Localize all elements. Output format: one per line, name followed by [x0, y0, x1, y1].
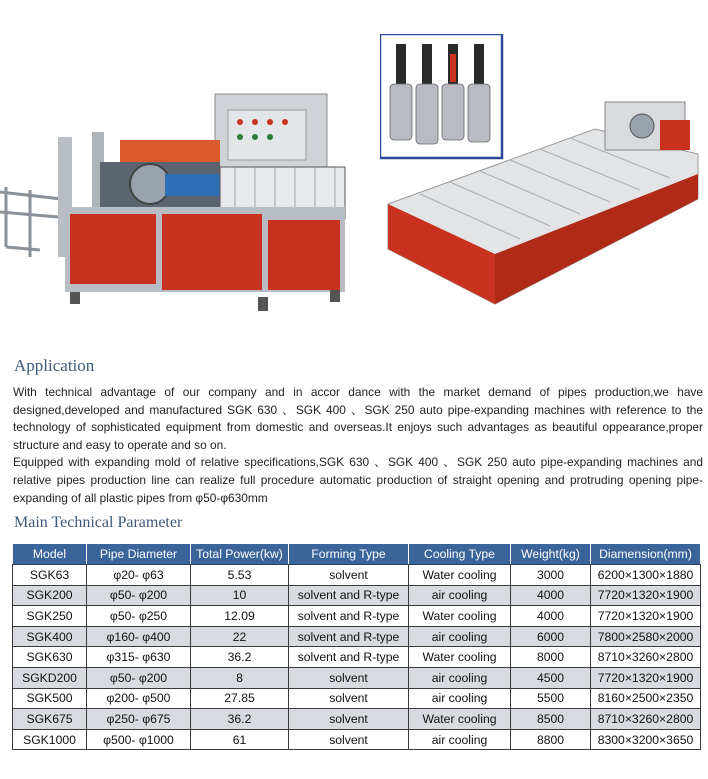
cell-pipe-diameter: φ50- φ200	[87, 585, 191, 606]
cell-weight: 4000	[511, 606, 591, 627]
cell-dimension: 7720×1320×1900	[591, 667, 701, 688]
header-pipe-diameter: Pipe Diameter	[87, 544, 191, 565]
header-dimension: Diamension(mm)	[591, 544, 701, 565]
application-paragraph-2: Equipped with expanding mold of relative specifications,SGK 630 、SGK 400 、SGK 250 auto pipe-expanding machines and relative pipes production line can realize full procedure automatic production of straight opening and protruding opening pipe-expanding of all plastic pipes from φ50-φ630mm	[13, 455, 703, 505]
cell-pipe-diameter: φ20- φ63	[87, 565, 191, 586]
cell-total-power: 8	[191, 667, 289, 688]
application-heading: Application	[14, 356, 95, 375]
application-description	[13, 384, 703, 507]
cell-total-power: 36.2	[191, 647, 289, 668]
pipe-expanding-machine-photo	[0, 92, 352, 322]
cell-cooling-type: air cooling	[409, 626, 511, 647]
cell-total-power: 36.2	[191, 709, 289, 730]
cell-dimension: 7720×1320×1900	[591, 585, 701, 606]
table-header-row	[13, 544, 701, 565]
cell-weight: 4500	[511, 667, 591, 688]
table-row	[13, 709, 701, 730]
cell-model: SGK1000	[13, 729, 87, 750]
cell-forming-type: solvent and R-type	[289, 585, 409, 606]
cell-cooling-type: air cooling	[409, 667, 511, 688]
cell-total-power: 12.09	[191, 606, 289, 627]
cell-weight: 3000	[511, 565, 591, 586]
cell-cooling-type: Water cooling	[409, 606, 511, 627]
table-row	[13, 729, 701, 750]
cell-pipe-diameter: φ200- φ500	[87, 688, 191, 709]
cell-model: SGK675	[13, 709, 87, 730]
cell-forming-type: solvent	[289, 565, 409, 586]
cell-dimension: 8160×2500×2350	[591, 688, 701, 709]
cell-model: SGK500	[13, 688, 87, 709]
cell-weight: 8000	[511, 647, 591, 668]
cell-cooling-type: air cooling	[409, 688, 511, 709]
cell-dimension: 8300×3200×3650	[591, 729, 701, 750]
auto-pipe-expanding-line-photo	[380, 34, 702, 324]
cell-pipe-diameter: φ250- φ675	[87, 709, 191, 730]
header-weight: Weight(kg)	[511, 544, 591, 565]
cell-forming-type: solvent	[289, 729, 409, 750]
cell-cooling-type: Water cooling	[409, 565, 511, 586]
header-cooling-type: Cooling Type	[409, 544, 511, 565]
cell-model: SGK200	[13, 585, 87, 606]
cell-forming-type: solvent	[289, 667, 409, 688]
cell-weight: 8800	[511, 729, 591, 750]
cell-cooling-type: air cooling	[409, 585, 511, 606]
parameter-heading: Main Technical Parameter	[14, 514, 183, 531]
table-row	[13, 565, 701, 586]
table-row	[13, 647, 701, 668]
cell-pipe-diameter: φ500- φ1000	[87, 729, 191, 750]
cell-model: SGK63	[13, 565, 87, 586]
cell-total-power: 22	[191, 626, 289, 647]
cell-pipe-diameter: φ160- φ400	[87, 626, 191, 647]
cell-pipe-diameter: φ315- φ630	[87, 647, 191, 668]
cell-forming-type: solvent and R-type	[289, 606, 409, 627]
cell-dimension: 8710×3260×2800	[591, 647, 701, 668]
table-row	[13, 626, 701, 647]
application-paragraph-1: With technical advantage of our company and in accor dance with the market demand of pipes production,we have designed,developed and manufactured SGK 630 、SGK 400 、SGK 250 auto pipe-expanding machines with reference to the technology of sophisticated equipment from domestic and overseas.It enjoys such advantages as beautiful oppearance,proper structure and easy to operate and so on.	[13, 385, 703, 452]
cell-model: SGK250	[13, 606, 87, 627]
cell-total-power: 61	[191, 729, 289, 750]
cell-cooling-type: air cooling	[409, 729, 511, 750]
cell-weight: 6000	[511, 626, 591, 647]
cell-forming-type: solvent	[289, 688, 409, 709]
cell-weight: 4000	[511, 585, 591, 606]
cell-model: SGK400	[13, 626, 87, 647]
cell-total-power: 5.53	[191, 565, 289, 586]
cell-forming-type: solvent	[289, 709, 409, 730]
cell-pipe-diameter: φ50- φ250	[87, 606, 191, 627]
header-forming-type: Forming Type	[289, 544, 409, 565]
cell-total-power: 10	[191, 585, 289, 606]
header-total-power: Total Power(kw)	[191, 544, 289, 565]
cell-pipe-diameter: φ50- φ200	[87, 667, 191, 688]
cell-forming-type: solvent and R-type	[289, 626, 409, 647]
table-row	[13, 585, 701, 606]
cell-dimension: 8710×3260×2800	[591, 709, 701, 730]
cell-forming-type: solvent and R-type	[289, 647, 409, 668]
technical-parameter-table	[12, 543, 701, 750]
cell-total-power: 27.85	[191, 688, 289, 709]
cell-model: SGKD200	[13, 667, 87, 688]
cell-dimension: 6200×1300×1880	[591, 565, 701, 586]
table-row	[13, 688, 701, 709]
cell-weight: 5500	[511, 688, 591, 709]
cell-cooling-type: Water cooling	[409, 709, 511, 730]
cell-dimension: 7800×2580×2000	[591, 626, 701, 647]
cell-dimension: 7720×1320×1900	[591, 606, 701, 627]
cell-weight: 8500	[511, 709, 591, 730]
header-model: Model	[13, 544, 87, 565]
table-row	[13, 606, 701, 627]
cell-cooling-type: Water cooling	[409, 647, 511, 668]
cell-model: SGK630	[13, 647, 87, 668]
table-row	[13, 667, 701, 688]
